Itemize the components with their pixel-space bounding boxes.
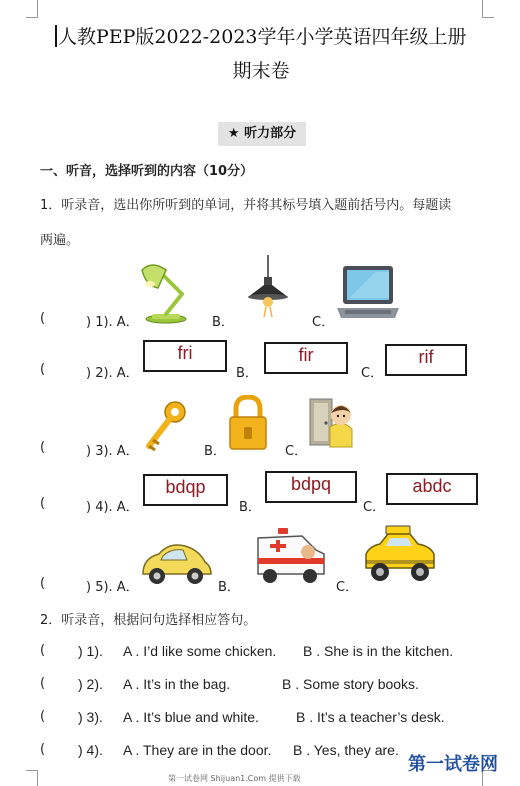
question-number: ) 1). — [78, 643, 103, 659]
option-c-label: C． — [361, 366, 384, 381]
option-b-label: B． — [204, 444, 226, 459]
question-number: ) 4). — [78, 742, 103, 758]
answer-option-a: A . It’s blue and white. — [123, 709, 259, 725]
answer-paren: ( — [40, 676, 46, 691]
question-number: ) 3). — [78, 709, 103, 725]
word-box — [143, 340, 227, 372]
answer-option-a: A . They are in the door. — [123, 742, 272, 758]
option-c-label: C． — [363, 500, 386, 515]
answer-paren: ( — [40, 440, 46, 455]
word-box — [265, 471, 357, 503]
corner-mark — [26, 0, 38, 18]
option-c-label: C． — [312, 315, 335, 330]
section-label: 听力部分 — [244, 126, 297, 141]
key-icon — [143, 400, 187, 454]
question-number: ) 5). A． — [86, 580, 139, 595]
answer-option-a: A . It’s in the bag. — [123, 676, 231, 692]
word-option: fri — [177, 343, 193, 363]
question-number: ) 2). — [78, 676, 103, 692]
page-footer: 第一试卷网 Shijuan1.Com 提供下载 — [168, 774, 301, 783]
desk-lamp-icon — [138, 262, 194, 324]
word-box — [385, 344, 467, 376]
corner-mark — [482, 0, 494, 18]
word-box — [143, 474, 228, 506]
answer-paren: ( — [40, 496, 46, 511]
option-b-label: B． — [218, 580, 240, 595]
word-option: bdpq — [290, 474, 332, 494]
question-number: ) 2). A． — [86, 366, 139, 381]
word-option: abdc — [412, 476, 452, 496]
answer-option-b: B . It’s a teacher’s desk. — [296, 709, 445, 725]
text-cursor — [55, 25, 57, 47]
door-boy-icon — [306, 395, 354, 449]
answer-paren: ( — [40, 576, 46, 591]
title-line-2: 期末卷 — [232, 60, 290, 82]
answer-option-b: B . Yes, they are. — [293, 742, 399, 758]
word-box — [264, 342, 348, 374]
document-title — [36, 20, 486, 88]
instruction-line-2: 两遍。 — [40, 233, 80, 248]
answer-paren: ( — [40, 643, 46, 658]
title-line-1: 人教PEP版2022-2023学年小学英语四年级上册 — [36, 20, 486, 54]
question-number: ) 3). A． — [86, 444, 139, 459]
taxi-icon — [358, 524, 440, 588]
answer-option-a: A . I’d like some chicken. — [123, 643, 277, 659]
word-option: rif — [418, 347, 434, 367]
word-option: fir — [298, 345, 314, 365]
corner-mark — [26, 770, 38, 786]
answer-paren: ( — [40, 362, 46, 377]
word-option: bdqp — [165, 477, 206, 497]
answer-option-b: B . Some story books. — [282, 676, 419, 692]
laptop-icon — [335, 264, 401, 322]
site-brand-watermark: 第一试卷网 — [408, 754, 498, 775]
answer-paren: ( — [40, 311, 46, 326]
section-header — [218, 122, 306, 146]
instruction-line-1: 1．听录音，选出你所听到的单词，并将其标号填入题前括号内。每题读 — [40, 198, 452, 213]
ambulance-icon — [252, 528, 328, 584]
answer-paren: ( — [40, 709, 46, 724]
question-number: ) 4). A． — [86, 500, 139, 515]
pendant-lamp-icon — [244, 255, 292, 319]
answer-paren: ( — [40, 742, 46, 757]
star-icon: ★ — [227, 126, 240, 141]
car-icon — [139, 540, 213, 588]
option-c-label: C． — [285, 444, 308, 459]
padlock-icon — [227, 395, 269, 453]
option-b-label: B． — [239, 500, 261, 515]
option-b-label: B． — [236, 366, 258, 381]
option-b-label: B． — [212, 315, 234, 330]
answer-option-b: B . She is in the kitchen. — [303, 643, 454, 659]
question-number: ) 1). A． — [86, 315, 139, 330]
part2-heading: 2．听录音，根据问句选择相应答句。 — [40, 613, 257, 628]
option-c-label: C． — [336, 580, 359, 595]
part1-heading: 一、听音，选择听到的内容（10分） — [40, 164, 254, 179]
word-box — [386, 473, 478, 505]
